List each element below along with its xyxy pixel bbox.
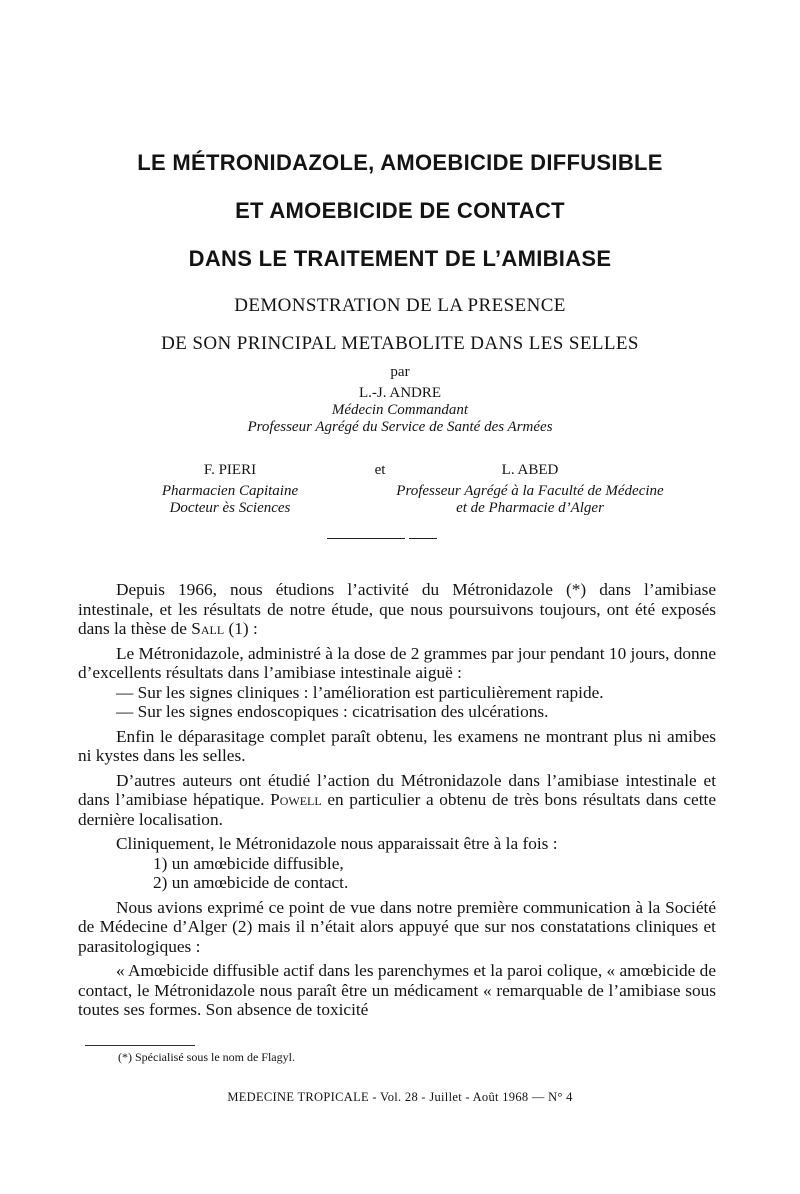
paragraph-5: Cliniquement, le Métronidazole nous apparaissait être à la fois : (116, 834, 558, 853)
footnote: (*) Spécialisé sous le nom de Flagyl. (118, 1050, 295, 1064)
author-ref-sall: Sall (191, 619, 225, 638)
title-line-3: DANS LE TRAITEMENT DE L’AMIBIASE (188, 246, 612, 271)
right-author-role-1: Professeur Agrégé à la Faculté de Médecine (396, 483, 664, 499)
author-block (0, 364, 800, 516)
paragraph-4: D’autres auteurs ont étudié l’action du Métronidazole dans l’amibiase intestinale et dans l’amibiase hépatique. Powell en particulier a obtenu de très bons résultats dans cette dernière localisation. (78, 770, 716, 829)
paragraph-7: « Amœbicide diffusible actif dans les parenchymes et la paroi colique, « amœbicide de contact, le Métronidazole nous paraît être un médicament « remarquable de l’amibiase sous toutes ses formes. Son absence de toxicité (78, 961, 716, 1019)
author-ref-powell: Powell (270, 790, 322, 809)
paragraph-2: Le Métronidazole, administré à la dose de 2 grammes par jour pendant 10 jours, donne d’excellents résultats dans l’amibiase intestinale aiguë : (78, 643, 716, 682)
paragraph-3: Enfin le déparasitage complet paraît obtenu, les examens ne montrant plus ni amibes ni kystes dans les selles. (78, 726, 716, 765)
par-label: par (390, 364, 410, 380)
dash-item-2: — Sur les signes endoscopiques : cicatrisation des ulcérations. (116, 702, 549, 721)
main-author-name: L.-J. ANDRE (358, 385, 442, 401)
separator-rule (327, 538, 437, 539)
title-line-1: LE MÉTRONIDAZOLE, AMOEBICIDE DIFFUSIBLE (137, 150, 663, 175)
enum-item-2: 2) un amœbicide de contact. (153, 873, 349, 892)
paragraph-1: Depuis 1966, nous étudions l’activité du Métronidazole (*) dans l’amibiase intestinale, et les résultats de notre étude, que nous poursuivons toujours, ont été exposés dans la thèse de Sall (1) : (78, 580, 716, 638)
main-author-role-2: Professeur Agrégé du Service de Santé des Armées (247, 419, 553, 435)
subtitle-line-2: DE SON PRINCIPAL METABOLITE DANS LES SELLES (161, 333, 639, 354)
paragraph-6: Nous avions exprimé ce point de vue dans notre première communication à la Société de Médecine d’Alger (2) mais il n’était alors appuyé que sur nos constatations cliniques et parasitologiques : (78, 897, 716, 956)
main-author-role-1: Médecin Commandant (331, 402, 469, 418)
subtitle-line-1: DEMONSTRATION DE LA PRESENCE (234, 295, 566, 316)
title-block (40, 150, 760, 370)
body-text (78, 580, 716, 1020)
journal-footer: MEDECINE TROPICALE - Vol. 28 - Juillet - Août 1968 — N° 4 (227, 1090, 573, 1104)
footnote-rule (85, 1045, 195, 1046)
right-author-role-2: et de Pharmacie d’Alger (456, 500, 604, 516)
left-author-role-1: Pharmacien Capitaine (161, 483, 299, 499)
co-authors-row (0, 462, 800, 522)
title-line-2: ET AMOEBICIDE DE CONTACT (235, 198, 565, 223)
right-author-name: L. ABED (501, 462, 559, 478)
dash-item-1: — Sur les signes cliniques : l’amélioration est particulièrement rapide. (116, 682, 604, 702)
et-label: et (374, 462, 386, 478)
left-author-role-2: Docteur ès Sciences (169, 500, 291, 516)
co-author-right (370, 462, 690, 517)
enum-item-1: 1) un amœbicide diffusible, (153, 853, 344, 873)
left-author-name: F. PIERI (203, 462, 257, 478)
co-author-left (140, 462, 320, 517)
